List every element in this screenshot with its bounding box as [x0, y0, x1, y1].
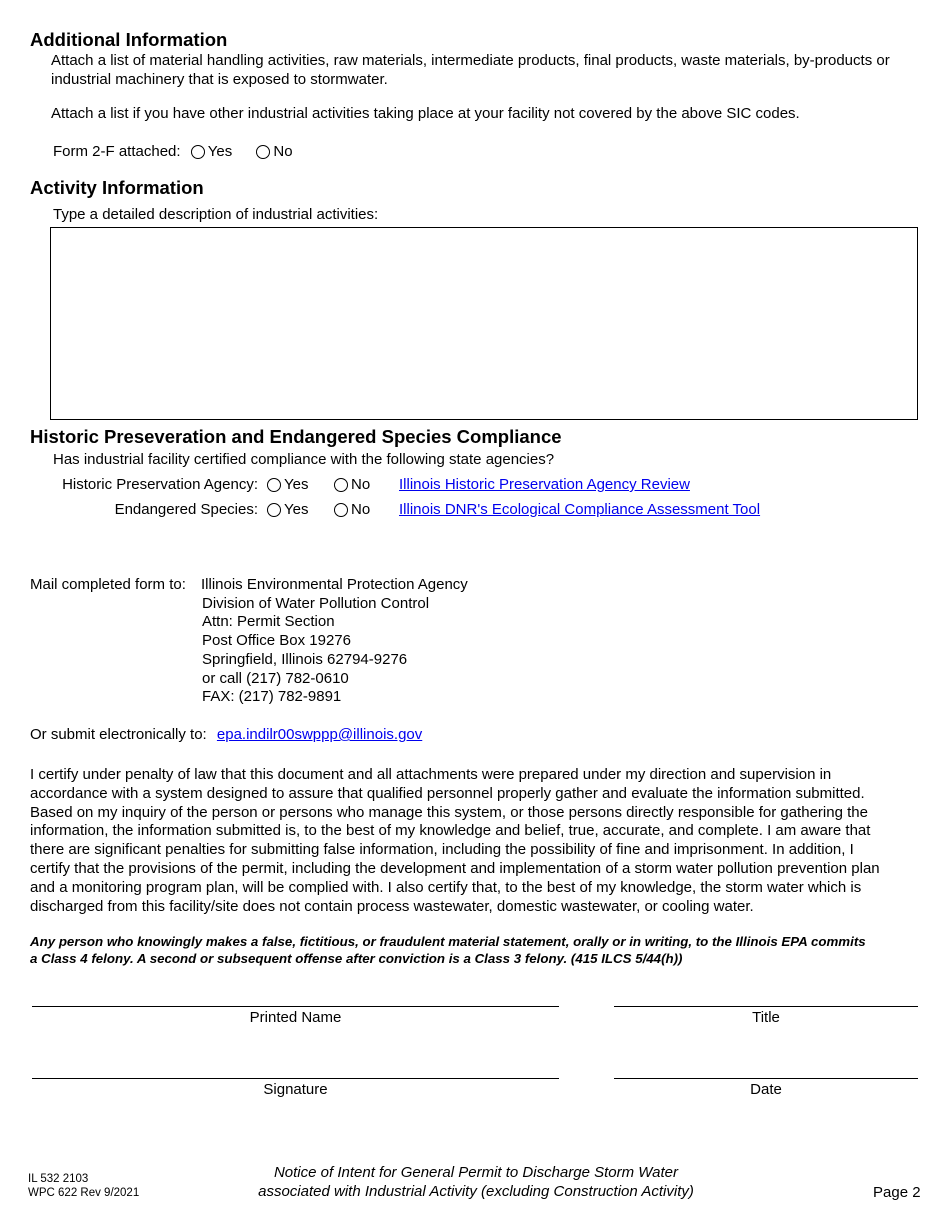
additional-info-text-line-2: industrial machinery that is exposed to stormwater.: [51, 71, 388, 88]
historic-no-radio[interactable]: [334, 478, 348, 492]
form-2f-no-option[interactable]: [256, 143, 292, 160]
printed-name-label: Printed Name: [249, 1009, 342, 1026]
historic-preservation-link[interactable]: Illinois Historic Preservation Agency Review: [399, 476, 690, 493]
form-2f-no-radio[interactable]: [256, 145, 270, 159]
other-activities-text: Attach a list if you have other industrial activities taking place at your facility not covered by the above SIC codes.: [51, 105, 800, 122]
electronic-label: Or submit electronically to:: [30, 726, 207, 743]
form-2f-no-label: No: [273, 143, 293, 160]
form-2f-yes-radio[interactable]: [191, 145, 205, 159]
endangered-yes-radio[interactable]: [267, 503, 281, 517]
title-line[interactable]: [614, 1006, 918, 1007]
notice-line: Notice of Intent for General Permit to Discharge Storm Water: [273, 1164, 679, 1181]
address-line: FAX: (217) 782-9891: [202, 688, 342, 706]
title-label: Title: [752, 1009, 780, 1026]
endangered-yes-label: Yes: [284, 501, 309, 518]
certification-line: information, the information submitted is, to the best of my knowledge and belief, true, accurate, and complete. I am aware that: [30, 822, 871, 840]
warning-line: a Class 4 felony. A second or subsequent offense after conviction is a Class 3 felony. (415 ILCS 5/44(h)): [30, 950, 683, 966]
signature-line[interactable]: [32, 1078, 559, 1079]
certification-line: accordance with a system designed to assure that qualified personnel properly gather and evaluate the information submitted.: [30, 784, 865, 802]
footer-notice: [200, 1163, 752, 1201]
historic-yes-label: Yes: [284, 476, 309, 493]
certification-line: there are significant penalties for submitting false information, including the possibility of fine and imprisonment. In addition, I: [30, 841, 854, 859]
address-line: Illinois Environmental Protection Agency: [201, 576, 468, 593]
form-2f-yes-label: Yes: [207, 143, 233, 160]
historic-no-option[interactable]: [334, 476, 370, 493]
certification-line: discharged from this facility/site does not contain process wastewater, domestic wastewater, or cooling water.: [30, 897, 754, 915]
certification-line: certify that the provisions of the permit, including the development and implementation of a storm water pollution prevention plan: [30, 859, 880, 877]
form-number: IL 532 2103: [28, 1173, 89, 1185]
address-line: Springfield, Illinois 62794-9276: [202, 650, 408, 668]
endangered-no-option[interactable]: [334, 501, 370, 518]
additional-info-text-line-1: Attach a list of material handling activities, raw materials, intermediate products, final products, waste materials, by-products or: [51, 52, 890, 69]
address-line: or call (217) 782-0610: [202, 669, 349, 687]
form-revision: WPC 622 Rev 9/2021: [28, 1187, 140, 1199]
signature-label: Signature: [263, 1081, 328, 1098]
address-line: Attn: Permit Section: [202, 613, 335, 631]
date-line[interactable]: [614, 1078, 918, 1079]
endangered-yes-option[interactable]: [267, 501, 308, 518]
certification-line: I certify under penalty of law that this document and all attachments were prepared under my direction and supervision in: [30, 766, 832, 783]
historic-no-label: No: [351, 476, 371, 493]
printed-name-line[interactable]: [32, 1006, 559, 1007]
mailing-address: [201, 576, 468, 707]
activity-description-prompt: Type a detailed description of industrial activities:: [53, 206, 379, 223]
mail-label: Mail completed form to:: [30, 576, 186, 593]
endangered-no-radio[interactable]: [334, 503, 348, 517]
endangered-species-label: Endangered Species:: [114, 501, 258, 518]
ecological-assessment-link[interactable]: Illinois DNR's Ecological Compliance Assessment Tool: [399, 501, 761, 518]
notice-line: associated with Industrial Activity (excluding Construction Activity): [258, 1183, 694, 1200]
date-label: Date: [750, 1081, 782, 1098]
endangered-no-label: No: [351, 501, 371, 518]
submission-email-link[interactable]: epa.indilr00swppp@illinois.gov: [216, 726, 423, 743]
form-2f-row: [53, 143, 293, 160]
historic-compliance-heading: Historic Preseveration and Endangered Species Compliance: [30, 426, 562, 447]
address-line: Division of Water Pollution Control: [202, 594, 430, 612]
felony-warning: [30, 934, 918, 967]
warning-line: Any person who knowingly makes a false, fictitious, or fraudulent material statement, orally or in writing, to the Illinois EPA commits: [30, 934, 866, 949]
historic-yes-option[interactable]: [267, 476, 308, 493]
address-line: Post Office Box 19276: [202, 632, 351, 650]
certification-line: and a monitoring program plan, will be complied with. I also certify that, to the best of my knowledge, the storm water which is: [30, 878, 862, 896]
certification-statement: [30, 766, 918, 916]
compliance-question: Has industrial facility certified compliance with the following state agencies?: [53, 451, 555, 468]
certification-line: Based on my inquiry of the person or persons who manage this system, or those persons directly responsible for gathering the: [30, 803, 868, 821]
activity-description-input[interactable]: [50, 227, 918, 420]
electronic-submission-row: [30, 726, 422, 743]
historic-yes-radio[interactable]: [267, 478, 281, 492]
activity-info-heading: Activity Information: [30, 177, 204, 198]
additional-info-heading: Additional Information: [30, 29, 228, 50]
historic-preservation-label: Historic Preservation Agency:: [62, 476, 258, 493]
form-id: [28, 1172, 139, 1200]
form-2f-label: Form 2-F attached:: [53, 143, 181, 160]
page-number: Page 2: [873, 1184, 921, 1201]
form-2f-yes-option[interactable]: [191, 143, 232, 160]
